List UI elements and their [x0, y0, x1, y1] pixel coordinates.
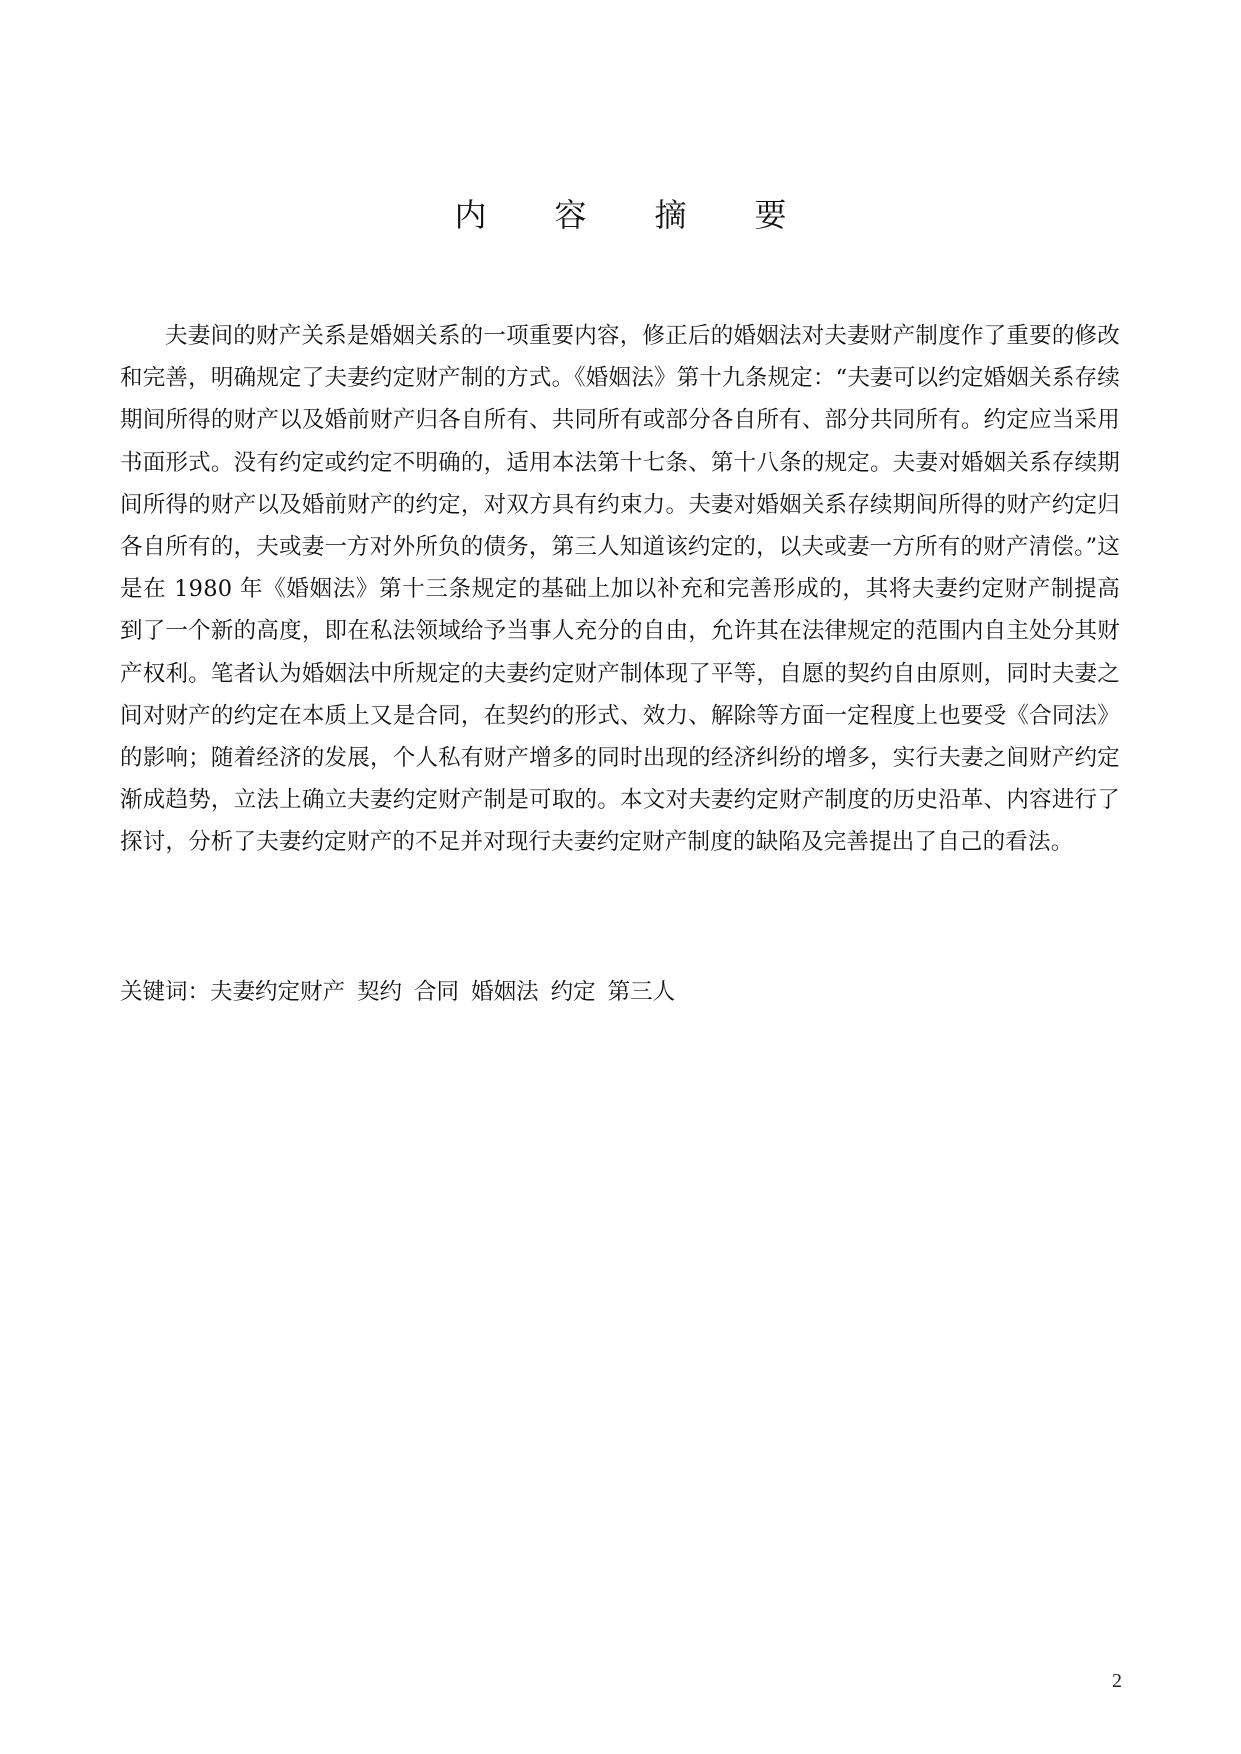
keywords-line	[120, 975, 1120, 1009]
page-title	[0, 195, 1241, 235]
title-char: 要	[754, 196, 787, 234]
abstract-body: 夫妻间的财产关系是婚姻关系的一项重要内容，修正后的婚姻法对夫妻财产制度作了重要的修改和完善，明确规定了夫妻约定财产制的方式。《婚姻法》第十九条规定：“夫妻可以约定婚姻关系存续期间所得的财产以及婚前财产归各自所有、共同所有或部分各自所有、部分共同所有。约定应当采用书面形式。没有约定或约定不明确的，适用本法第十七条、第十八条的规定。夫妻对婚姻关系存续期间所得的财产以及婚前财产的约定，对双方具有约束力。夫妻对婚姻关系存续期间所得的财产约定归各自所有的，夫或妻一方对外所负的债务，第三人知道该约定的，以夫或妻一方所有的财产清偿。”这是在 1980 年《婚姻法》第十三条规定的基础上加以补充和完善形成的，其将夫妻约定财产制提高到了一个新的高度，即在私法领域给予当事人充分的自由，允许其在法律规定的范围内自主处分其财产权利。笔者认为婚姻法中所规定的夫妻约定财产制体现了平等，自愿的契约自由原则，同时夫妻之间对财产的约定在本质上又是合同，在契约的形式、效力、解除等方面一定程度上也要受《合同法》的影响；随着经济的发展，个人私有财产增多的同时出现的经济纠纷的增多，实行夫妻之间财产约定渐成趋势，立法上确立夫妻约定财产制是可取的。本文对夫妻约定财产制度的历史沿革、内容进行了探讨，分析了夫妻约定财产的不足并对现行夫妻约定财产制度的缺陷及完善提出了自己的看法。	[120, 323, 1120, 856]
keyword-item: 合同	[414, 979, 460, 1005]
title-char: 容	[554, 196, 587, 234]
keyword-item: 夫妻约定财产	[210, 979, 346, 1005]
keyword-item: 契约	[357, 979, 403, 1005]
keyword-item: 婚姻法	[471, 979, 539, 1005]
title-char: 内	[454, 196, 487, 234]
page-number: 2	[1112, 1670, 1122, 1692]
keyword-item: 第三人	[607, 979, 676, 1005]
keyword-item: 约定	[550, 979, 596, 1005]
keywords-label: 关键词：	[120, 979, 211, 1005]
title-char: 摘	[654, 196, 687, 234]
